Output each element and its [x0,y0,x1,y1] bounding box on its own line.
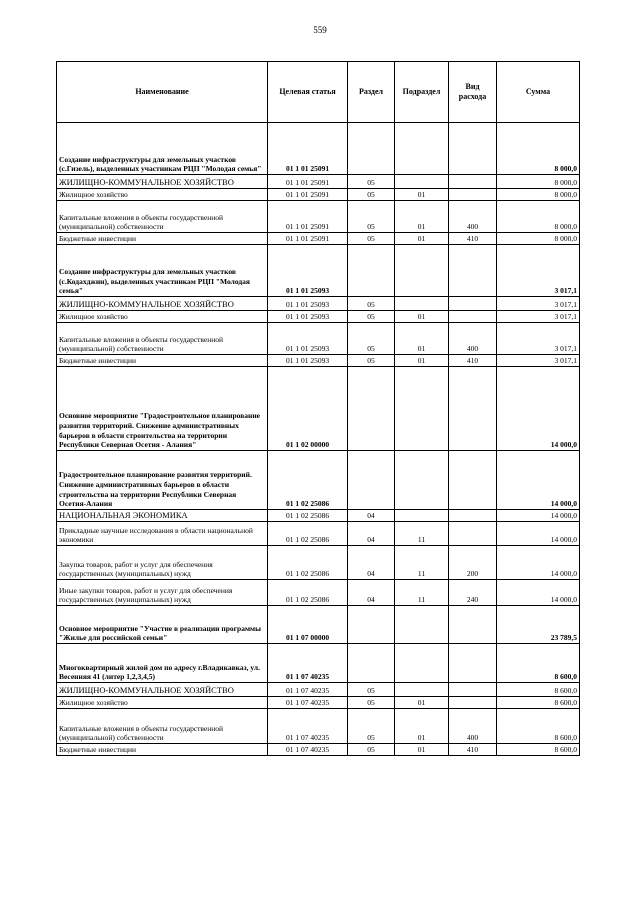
row-expense-type [449,510,497,522]
table-body [57,123,580,756]
row-section: 05 [348,744,395,756]
row-amount: 14 000,0 [497,546,580,580]
row-expense-type: 200 [449,546,497,580]
row-expense-type [449,175,497,189]
row-amount: 14 000,0 [497,580,580,606]
row-expense-type [449,451,497,510]
row-target-code: 01 1 01 25091 [268,189,348,201]
row-expense-type [449,297,497,311]
row-section: 04 [348,546,395,580]
row-section [348,644,395,683]
row-subsection: 11 [395,580,449,606]
table-row [57,189,580,201]
table-row [57,367,580,451]
row-name: Жилищное хозяйство [57,311,268,323]
row-target-code: 01 1 01 25093 [268,245,348,297]
table-row [57,297,580,311]
row-target-code: 01 1 02 25086 [268,510,348,522]
table-row [57,709,580,744]
row-name: Создание инфраструктуры для земельных участков (с.Кодахджин), выделенных участникам РЦП "Молодая семья" [57,245,268,297]
row-section: 04 [348,510,395,522]
row-subsection [395,683,449,697]
row-target-code: 01 1 07 00000 [268,606,348,644]
table-row [57,697,580,709]
table-row [57,510,580,522]
row-expense-type [449,189,497,201]
row-expense-type: 410 [449,744,497,756]
row-section: 05 [348,189,395,201]
row-section: 05 [348,201,395,233]
row-subsection [395,606,449,644]
row-name: ЖИЛИЩНО-КОММУНАЛЬНОЕ ХОЗЯЙСТВО [57,683,268,697]
row-target-code: 01 1 01 25093 [268,355,348,367]
table-row [57,233,580,245]
table-row [57,606,580,644]
row-section: 04 [348,522,395,546]
page-number: 559 [313,25,327,35]
header-target: Целевая статья [268,62,348,123]
row-amount: 14 000,0 [497,451,580,510]
row-target-code: 01 1 07 40235 [268,683,348,697]
row-subsection: 01 [395,189,449,201]
row-target-code: 01 1 01 25093 [268,297,348,311]
row-amount: 14 000,0 [497,510,580,522]
row-name: НАЦИОНАЛЬНАЯ ЭКОНОМИКА [57,510,268,522]
row-name: ЖИЛИЩНО-КОММУНАЛЬНОЕ ХОЗЯЙСТВО [57,297,268,311]
table-row [57,546,580,580]
row-amount: 8 600,0 [497,697,580,709]
row-amount: 8 600,0 [497,709,580,744]
row-subsection: 01 [395,233,449,245]
row-expense-type [449,683,497,697]
row-name: Бюджетные инвестиции [57,233,268,245]
row-amount: 14 000,0 [497,522,580,546]
row-subsection: 01 [395,709,449,744]
row-expense-type: 410 [449,355,497,367]
row-expense-type: 400 [449,201,497,233]
row-name: Бюджетные инвестиции [57,744,268,756]
row-expense-type: 410 [449,233,497,245]
row-expense-type [449,606,497,644]
table-row [57,323,580,355]
row-amount: 8 000,0 [497,201,580,233]
row-name: Жилищное хозяйство [57,697,268,709]
row-subsection: 01 [395,323,449,355]
row-name: Многоквартирный жилой дом по адресу г.Владикавказ, ул. Весенняя 41 (литер 1,2,3,4,5) [57,644,268,683]
row-subsection [395,367,449,451]
row-section: 05 [348,233,395,245]
row-expense-type: 400 [449,323,497,355]
table-row [57,245,580,297]
row-name: Основное мероприятие "Градостроительное планирование развития территорий. Снижение административных барьеров в области строительства на территории Республики Северная Осетия - Алания" [57,367,268,451]
row-section [348,245,395,297]
row-target-code: 01 1 02 25086 [268,451,348,510]
row-section [348,606,395,644]
table-row [57,201,580,233]
row-expense-type: 400 [449,709,497,744]
row-expense-type [449,311,497,323]
budget-table [56,61,580,756]
table-row [57,522,580,546]
row-target-code: 01 1 01 25091 [268,123,348,175]
table-row [57,644,580,683]
row-subsection [395,644,449,683]
row-name: Бюджетные инвестиции [57,355,268,367]
row-amount: 14 000,0 [497,367,580,451]
row-subsection [395,297,449,311]
row-section: 05 [348,297,395,311]
row-expense-type [449,245,497,297]
row-target-code: 01 1 02 25086 [268,522,348,546]
row-amount: 8 600,0 [497,683,580,697]
row-section: 05 [348,355,395,367]
row-amount: 8 000,0 [497,175,580,189]
row-target-code: 01 1 07 40235 [268,644,348,683]
row-subsection [395,510,449,522]
row-section: 04 [348,580,395,606]
row-section: 05 [348,697,395,709]
row-name: Капитальные вложения в объекты государственной (муниципальной) собственности [57,201,268,233]
row-section [348,123,395,175]
row-target-code: 01 1 07 40235 [268,744,348,756]
row-section: 05 [348,709,395,744]
row-target-code: 01 1 01 25093 [268,323,348,355]
row-subsection [395,245,449,297]
row-expense-type [449,522,497,546]
header-amount: Сумма [497,62,580,123]
row-subsection: 11 [395,546,449,580]
table-row [57,123,580,175]
row-name: Градостроительное планирование развития территорий. Снижение административных барьеров в области строительства на территории Республики Северная Осетия-Алания [57,451,268,510]
row-subsection [395,451,449,510]
row-subsection: 01 [395,311,449,323]
row-target-code: 01 1 01 25091 [268,233,348,245]
row-subsection: 01 [395,744,449,756]
row-section: 05 [348,175,395,189]
row-amount: 3 017,1 [497,323,580,355]
row-section [348,367,395,451]
table-row [57,175,580,189]
row-amount: 3 017,1 [497,355,580,367]
header-name: Наименование [57,62,268,123]
table-row [57,355,580,367]
row-target-code: 01 1 01 25093 [268,311,348,323]
row-target-code: 01 1 02 00000 [268,367,348,451]
row-name: Закупка товаров, работ и услуг для обеспечения государственных (муниципальных) нужд [57,546,268,580]
header-subsection: Подраздел [395,62,449,123]
row-target-code: 01 1 02 25086 [268,580,348,606]
row-subsection [395,175,449,189]
row-name: Прикладные научные исследования в области национальной экономики [57,522,268,546]
table-row [57,580,580,606]
row-name: Жилищное хозяйство [57,189,268,201]
row-name: Создание инфраструктуры для земельных участков (с.Гизель), выделенных участникам РЦП "Молодая семья" [57,123,268,175]
row-name: ЖИЛИЩНО-КОММУНАЛЬНОЕ ХОЗЯЙСТВО [57,175,268,189]
table-header-row [57,62,580,123]
row-amount: 8 000,0 [497,123,580,175]
table-row [57,683,580,697]
header-expense-type: Вид расхода [449,62,497,123]
row-amount: 3 017,1 [497,311,580,323]
row-section: 05 [348,311,395,323]
table-row [57,311,580,323]
row-subsection: 01 [395,201,449,233]
row-expense-type [449,644,497,683]
row-name: Основное мероприятие "Участие в реализации программы "Жилье для российской семьи" [57,606,268,644]
table-row [57,451,580,510]
row-target-code: 01 1 07 40235 [268,697,348,709]
row-name: Капитальные вложения в объекты государственной (муниципальной) собственности [57,709,268,744]
row-amount: 3 017,1 [497,245,580,297]
row-subsection: 01 [395,355,449,367]
row-amount: 3 017,1 [497,297,580,311]
row-expense-type [449,367,497,451]
row-subsection [395,123,449,175]
row-amount: 8 600,0 [497,744,580,756]
table-row [57,744,580,756]
row-subsection: 01 [395,697,449,709]
row-target-code: 01 1 02 25086 [268,546,348,580]
row-target-code: 01 1 01 25091 [268,175,348,189]
row-section: 05 [348,323,395,355]
header-section: Раздел [348,62,395,123]
row-section: 05 [348,683,395,697]
row-name: Иные закупки товаров, работ и услуг для обеспечения государственных (муниципальных) нужд [57,580,268,606]
row-amount: 8 000,0 [497,189,580,201]
row-amount: 8 600,0 [497,644,580,683]
row-section [348,451,395,510]
row-expense-type: 240 [449,580,497,606]
row-subsection: 11 [395,522,449,546]
row-amount: 23 789,5 [497,606,580,644]
row-amount: 8 000,0 [497,233,580,245]
row-expense-type [449,123,497,175]
row-target-code: 01 1 01 25091 [268,201,348,233]
row-expense-type [449,697,497,709]
row-name: Капитальные вложения в объекты государственной (муниципальной) собственности [57,323,268,355]
row-target-code: 01 1 07 40235 [268,709,348,744]
